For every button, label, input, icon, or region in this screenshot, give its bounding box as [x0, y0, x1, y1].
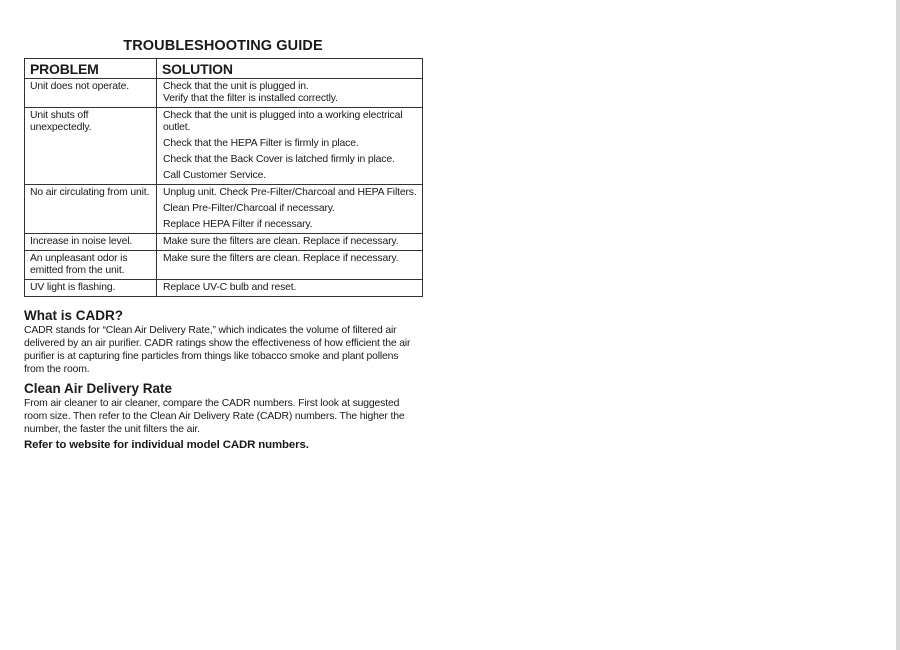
solution-item: Check that the unit is plugged in. Verify that the filter is installed correctly. [163, 81, 338, 104]
cadr-body: CADR stands for “Clean Air Delivery Rate,” which indicates the volume of filtered air delivered by an air purifier. CADR ratings show the effectiveness of how efficient the air purifier is at capturing fine particles from things like tobacco smoke and plant pollens from the room. [24, 325, 411, 375]
cadr-heading: What is CADR? [24, 308, 123, 323]
solution-item: Replace HEPA Filter if necessary. [163, 219, 313, 230]
page-content [24, 38, 422, 452]
website-note: Refer to website for individual model CADR numbers. [24, 439, 309, 451]
problem-cell: Increase in noise level. [25, 234, 157, 251]
delivery-rate-heading: Clean Air Delivery Rate [24, 381, 173, 396]
solution-item: Make sure the filters are clean. Replace if necessary. [163, 236, 399, 247]
solution-cell [157, 79, 423, 108]
table-row [25, 79, 423, 108]
solution-item: Clean Pre-Filter/Charcoal if necessary. [163, 203, 335, 214]
table-row [25, 251, 423, 280]
table-header-row [25, 59, 423, 79]
table-row [25, 185, 423, 234]
solution-item: Check that the Back Cover is latched firmly in place. [163, 154, 395, 165]
solution-cell [157, 251, 423, 280]
problem-cell: UV light is flashing. [25, 280, 157, 297]
solution-item: Call Customer Service. [163, 170, 266, 181]
table-row [25, 234, 423, 251]
problem-cell: Unit does not operate. [25, 79, 157, 108]
problem-cell: An unpleasant odor is emitted from the unit. [25, 251, 157, 280]
solution-cell [157, 185, 423, 234]
solution-item: Make sure the filters are clean. Replace if necessary. [163, 253, 399, 264]
solution-item: Check that the unit is plugged into a working electrical outlet. [163, 110, 403, 133]
page-edge-divider [896, 0, 900, 650]
table-row [25, 108, 423, 185]
problem-cell: Unit shuts off unexpectedly. [25, 108, 157, 185]
table-row [25, 280, 423, 297]
problem-cell: No air circulating from unit. [25, 185, 157, 234]
solution-cell [157, 108, 423, 185]
solution-item: Unplug unit. Check Pre-Filter/Charcoal and HEPA Filters. [163, 187, 417, 198]
troubleshooting-title: TROUBLESHOOTING GUIDE [123, 38, 323, 54]
solution-cell [157, 280, 423, 297]
solution-item: Replace UV-C bulb and reset. [163, 282, 297, 293]
solution-cell [157, 234, 423, 251]
problem-column-header: PROBLEM [25, 59, 157, 79]
troubleshooting-table [24, 58, 423, 297]
table-body [25, 79, 423, 297]
solution-item: Check that the HEPA Filter is firmly in place. [163, 138, 359, 149]
solution-column-header: SOLUTION [157, 59, 423, 79]
delivery-rate-body: From air cleaner to air cleaner, compare the CADR numbers. First look at suggested room size. Then refer to the Clean Air Delivery Rate (CADR) numbers. The higher the number, the faster the unit filters the air. [24, 398, 405, 435]
